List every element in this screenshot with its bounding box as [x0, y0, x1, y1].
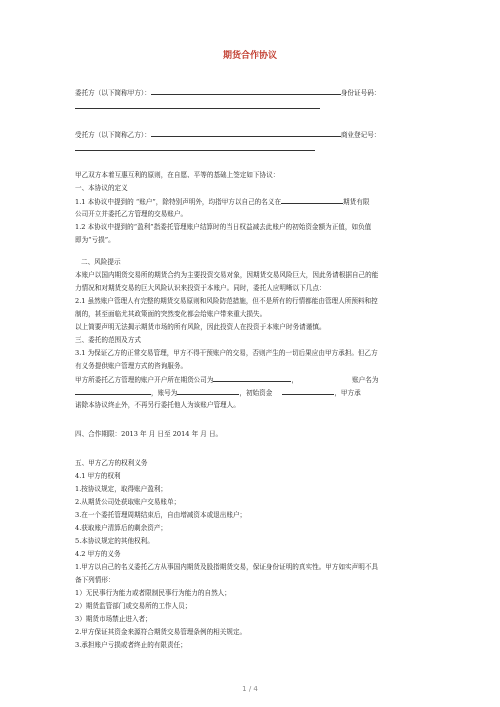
section-1-paragraph-1	[75, 195, 440, 209]
intro-text: 甲乙双方本着互惠互利的原则，在自愿、平等的基础上签定如下协议：	[75, 171, 280, 179]
text-fragment: 期货有限	[343, 198, 370, 206]
section-2-paragraph-1-cont: 力情况和对期货交易的巨大风险认识来投资于本账户。同时，委托人应明晰以下几点：	[75, 284, 326, 292]
id-number-label: 身份证号码：	[340, 89, 381, 97]
section-2-paragraph-1: 本账户以国内期货交易所的期货合约为主要投资交易对象，因期货交易风险巨大，因此务请根据自己的能	[75, 271, 379, 279]
blank-field	[177, 386, 239, 395]
text-fragment: ，甲方承	[334, 389, 361, 397]
section-3-heading: 三、委托的范围及方式	[75, 336, 141, 344]
condition-item: 2）期货监管部门或交易所的工作人员；	[75, 602, 192, 610]
condition-item: 1）无民事行为能力或者限制民事行为能力的自然人；	[75, 589, 231, 597]
party-a-rights-heading: 4.1 甲方的权利	[75, 472, 121, 480]
party-a-line	[75, 86, 440, 100]
blank-field	[213, 373, 291, 382]
blank-field	[282, 386, 334, 395]
condition-item: 3）期货市场禁止进入者；	[75, 615, 152, 623]
duty-3: 3.承担账户亏损或者终止的有限责任；	[75, 641, 187, 649]
section-5-heading: 五、甲方乙方的权利义务	[75, 459, 148, 467]
document-title: 期货合作协议	[222, 51, 277, 61]
text-fragment: 甲方所委托乙方管理的账户开户所在期货公司为	[75, 376, 214, 384]
rights-item: 3.在一个委托管理周期结束后，自由增减资本或退出账户；	[75, 511, 247, 519]
party-a-duties-heading: 4.2 甲方的义务	[75, 550, 121, 558]
duty-2: 2.甲方保证其资金来源符合期货交易管理条例的相关规定。	[75, 628, 247, 636]
rights-item: 2.从期货公司处获取账户交易账单；	[75, 498, 181, 506]
blank-field	[281, 195, 343, 204]
text-fragment: ，	[291, 376, 299, 384]
page-number: 1 / 4	[242, 685, 258, 693]
section-1-paragraph-1-cont: 公司开立并委托乙方管理的交易账户。	[75, 210, 188, 218]
section-1-paragraph-2-cont: 即为“亏损”。	[75, 236, 115, 244]
section-2-heading: 二、风险提示	[81, 258, 121, 266]
section-3-paragraph-1-cont: 有义务提供账户管理方式的咨询服务。	[75, 362, 188, 370]
party-b-underline	[75, 150, 315, 151]
party-b-label: 受托方（以下简称乙方）：	[75, 131, 151, 139]
section-4-cooperation-period: 四、合作期限：2013 年 月 日至 2014 年 月 日。	[75, 430, 223, 438]
text-fragment: 账户名为	[352, 376, 379, 384]
party-b-line	[75, 128, 440, 142]
section-3-paragraph-1: 3.1 为保证乙方的正常交易管理，甲方不得干预账户的交易，否则产生的一切后果应由甲方承担。但乙方	[75, 349, 378, 357]
text-fragment: 1.1 本协议中提到的 “账户”，除特别声明外，均指甲方以自己的名义在	[75, 198, 282, 206]
section-3-paragraph-3	[75, 386, 440, 400]
section-2-paragraph-3: 以上简要声明无法揭示期货市场的所有风险，因此投资人在投资于本账户时务请谨慎。	[75, 323, 326, 331]
rights-item: 5.本协议规定的其他权利。	[75, 537, 154, 545]
section-1-paragraph-2: 1.2 本协议中提到的“盈利”指委托管理账户结算时的当日权益减去此账户的初始资金额为正值，如负值	[75, 223, 372, 231]
section-2-paragraph-2-cont: 制的，甚至面临尤其政策面的突然变化都会给账户带来重大损失。	[75, 310, 267, 318]
registration-number-label: 商业登记号：	[340, 131, 381, 139]
section-3-paragraph-4: 诺除本协议终止外，不再另行委托他人为该账户管理人。	[75, 401, 240, 409]
blank-field	[75, 386, 151, 395]
party-a-label: 委托方（以下简称甲方）：	[75, 89, 151, 97]
party-a-underline	[75, 108, 320, 109]
section-3-paragraph-2	[75, 373, 440, 387]
section-2-paragraph-2: 2.1 虽然账户管理人有完整的期货交易原则和风险防范措施，但不是所有的行情都能由管理人所预料和控	[75, 297, 378, 305]
rights-item: 4.获取账户清算后的剩余资产；	[75, 524, 168, 532]
duty-1: 1.甲方以自己的名义委托乙方从事国内期货及股指期货交易，保证身份证明的真实性。甲方如实声明不具	[75, 563, 379, 571]
rights-item: 1.按协议规定，取得账户盈利；	[75, 485, 168, 493]
party-a-blank	[151, 86, 341, 95]
section-1-heading: 一、本协议的定义	[75, 184, 128, 192]
text-fragment: ，初始资金	[239, 389, 273, 397]
text-fragment: ，账号为	[151, 389, 178, 397]
party-b-blank	[151, 128, 341, 137]
duty-1-cont: 备下列情形：	[75, 576, 115, 584]
